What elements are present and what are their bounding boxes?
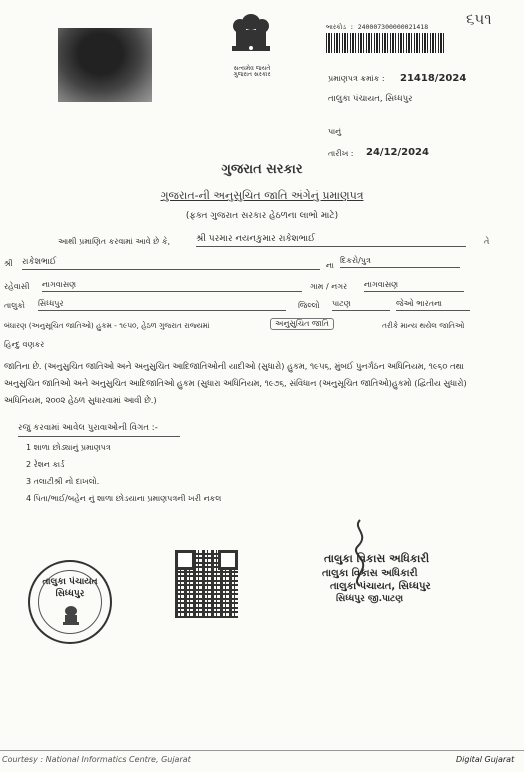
signatory-stamp-line: તાલુકા વિકાસ અધિકારી (322, 568, 418, 579)
district-label: જિલ્લો (298, 301, 320, 310)
documents-heading: રજુ કરવામાં આવેલ પુરાવાઓની વિગત :- (18, 423, 158, 433)
village-label: ગામ / નગર (310, 282, 348, 291)
certificate-title: ગુજરાત-ની અનુસુચિત જાતિ અંગેનું પ્રમાણપત્ર (160, 189, 364, 202)
signatory-office: તાલુકા પંચાયત, સિધ્ધપુર (330, 581, 431, 592)
relation-label: ના (326, 261, 334, 270)
cert-no: 21418/2024 (400, 73, 467, 84)
caste-suffix: તરીકે માન્ય થયેલ જાતિઓ (382, 321, 465, 330)
page-label: પાનું (328, 127, 342, 136)
document-item: 4 પિતા/ભાઈ/બહેન નું શાળા છોડયાના પ્રમાણપત્રની ખરી નકલ (26, 494, 222, 503)
relation-value: દિકરો/પુત્ર (340, 257, 460, 268)
document-item: 2 રેશન કાર્ડ (26, 460, 65, 469)
religion-value: હિન્દુ વણકર (4, 340, 45, 349)
seal-emblem-icon (58, 602, 84, 628)
footer-brand: Digital Gujarat (456, 755, 515, 764)
signatory-title: તાલુકા વિકાસ અધિકારી (324, 552, 430, 565)
office-seal (28, 560, 112, 644)
barcode-text: બારકોડ : 240007300000021418 (326, 23, 429, 31)
issue-date: 24/12/2024 (366, 147, 429, 158)
document-item: 1 શાળા છોડ્યાનું પ્રમાણપત્ર (26, 443, 111, 452)
father-name: રાકેશભાઈ (22, 258, 320, 270)
emblem-caption: સત્યમેવ જયતે ગુજરાત સરકાર (233, 65, 271, 78)
cert-no-label: પ્રમાણપત્ર ક્રમાંક : (328, 74, 385, 83)
serial-number: ૬૫૧ (466, 10, 492, 28)
issuer-office: તાલુકા પંચાયત, સિધ્ધપુર (328, 94, 413, 104)
village-value: નાગવાસણ (364, 281, 464, 292)
footer-courtesy: Courtesy : National Informatics Centre, Gujarat (2, 755, 191, 764)
document-item: 3 તલાટીશ્રી નો દાખલો. (26, 477, 100, 486)
district-value: પાટણ (332, 300, 390, 311)
resident-label: રહેવાસી (4, 282, 30, 291)
barcode (326, 33, 444, 53)
certify-prefix: આથી પ્રમાણિત કરવામાં આવે છે કે, (58, 237, 171, 246)
trailing-mark: તે (484, 237, 490, 246)
seal-text: તાલુકા પંચાયત સિધ્ધપુર (42, 577, 98, 599)
taluka-value: સિધ્ધપુર (38, 300, 286, 311)
certificate-note: (ફક્ત ગુજરાત સરકાર હેઠળના લાભો માટે) (185, 211, 339, 221)
legal-paragraph: જાતિના છે. (અનુસુચિત જાતિઓ અને અનુસુચિત આદિજાતિઓની યાદીઓ (સુધારો) હુકમ, ૧૯૫૬, મુંબઈ પુનર્ગઠન અધિનિયમ, ૧૯૬૦ તથા અનુસુચિત જાતિઓ અને અનુસુચિત આદિજાતિઓ હુકમ (સુધારા અધિનિયમ, ૧૯૭૬, સંવિધાન (અનુસૂચિત જાતિઓ)હુકમો (દ્વિતીય સુધારો) અધિનિયમ, ૨૦૦૨ હેઠળ સુધારવામાં આવી છે.) (4, 361, 467, 405)
order-text: બંધારણ (અનુસૂચિત જાતિઓ) હુકમ - ૧૯૫૦, હેઠળ ગુજરાત રાજ્યમાં (4, 321, 210, 330)
footer-divider (0, 750, 524, 751)
date-label: તારીખ : (328, 149, 354, 158)
resident-value: નાગવાસણ (42, 281, 302, 292)
govt-title: ગુજરાત સરકાર (221, 162, 303, 177)
state-value: જેઓ ભારતના (396, 300, 470, 311)
signatory-place: સિધ્ધપુર જી.પાટણ (336, 594, 404, 604)
applicant-photo (58, 28, 152, 102)
applicant-name: શ્રી પરમાર નયનકુમાર રાકેશભાઈ (196, 235, 466, 247)
qr-code (175, 550, 238, 618)
taluka-label: તાલુકો (4, 301, 25, 310)
caste-value: અનુસુચિત જાતિ (270, 318, 334, 330)
father-prefix: શ્રી (4, 259, 13, 268)
documents-heading-underline (18, 436, 180, 437)
